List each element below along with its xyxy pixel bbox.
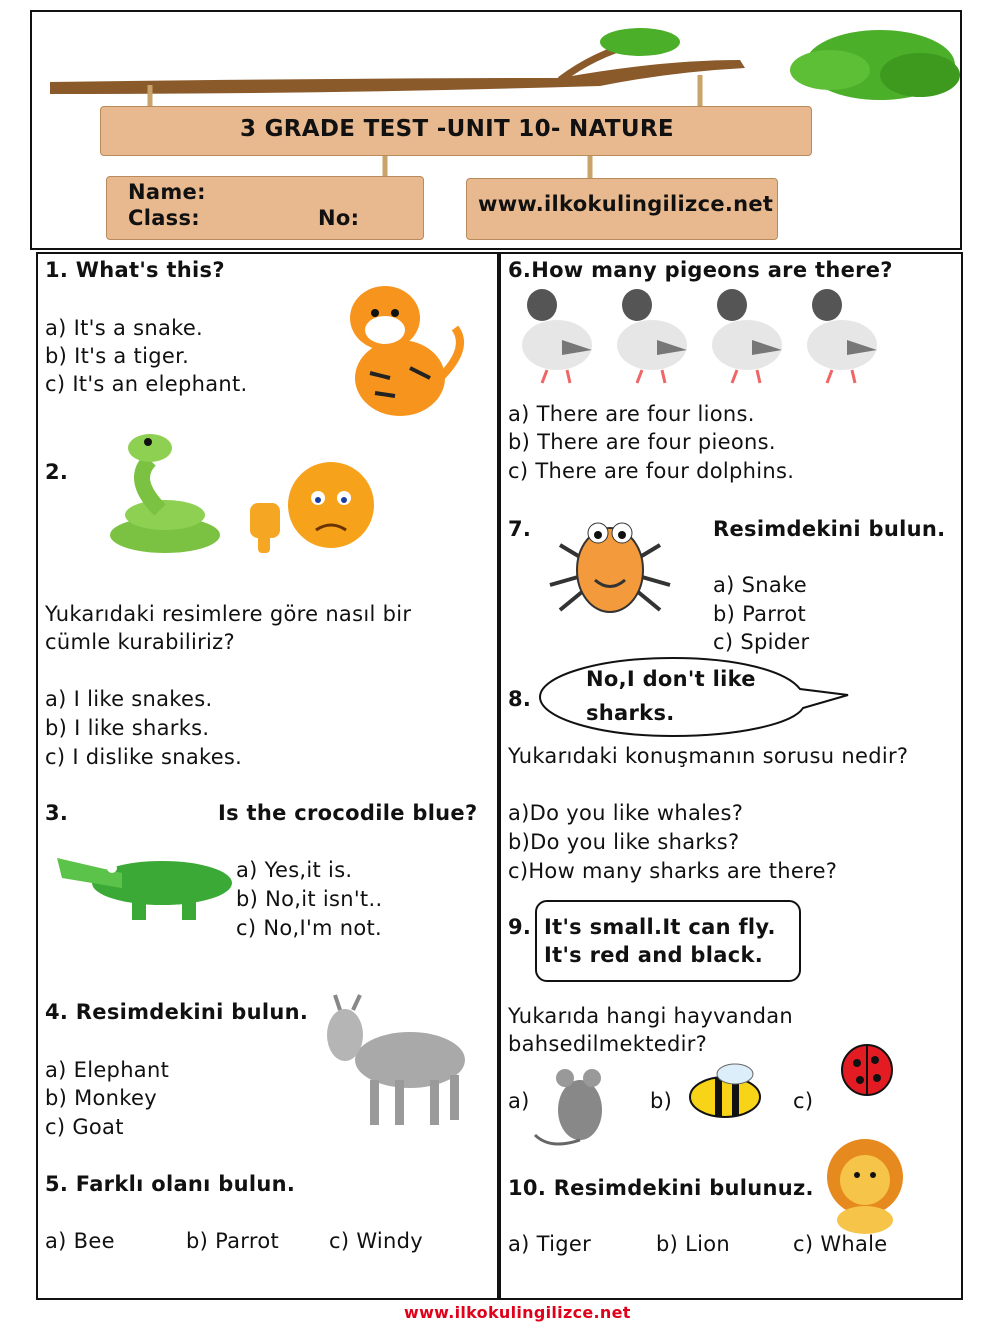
q6-option-a: a) There are four lions. bbox=[508, 402, 755, 426]
class-label: Class: bbox=[128, 206, 200, 230]
q7-option-c: c) Spider bbox=[713, 630, 810, 654]
header-website: www.ilkokulingilizce.net bbox=[478, 192, 774, 216]
q9-clue-box bbox=[535, 900, 801, 982]
page-title: 3 GRADE TEST -UNIT 10- NATURE bbox=[240, 116, 674, 142]
q5-option-c: c) Windy bbox=[329, 1229, 424, 1253]
q3-question: Is the crocodile blue? bbox=[218, 801, 478, 825]
ladybug-image bbox=[835, 1038, 905, 1110]
q7-option-b: b) Parrot bbox=[713, 602, 807, 626]
q2-option-b: b) I like sharks. bbox=[45, 716, 210, 740]
bee-image bbox=[680, 1062, 770, 1122]
q3-number: 3. bbox=[45, 801, 69, 825]
q8-bubble-line1: No,I don't like bbox=[586, 667, 756, 691]
q2-prompt-line1: Yukarıdaki resimlere göre nasıl bir bbox=[45, 602, 412, 626]
q4-option-a: a) Elephant bbox=[45, 1058, 170, 1082]
q10-question: 10. Resimdekini bulunuz. bbox=[508, 1176, 814, 1200]
q5-question: 5. Farklı olanı bulun. bbox=[45, 1172, 296, 1196]
thumbs-down-icon bbox=[240, 498, 290, 558]
q6-question: 6.How many pigeons are there? bbox=[508, 258, 893, 282]
q8-option-a: a)Do you like whales? bbox=[508, 801, 744, 825]
q1-question: 1. What's this? bbox=[45, 258, 225, 282]
crocodile-image bbox=[52, 838, 237, 928]
q9-option-b: b) bbox=[650, 1089, 673, 1113]
q8-bubble-line2: sharks. bbox=[586, 701, 675, 725]
lion-image bbox=[815, 1135, 915, 1235]
q8-option-b: b)Do you like sharks? bbox=[508, 830, 740, 854]
q6-option-b: b) There are four pieons. bbox=[508, 430, 776, 454]
q2-option-a: a) I like snakes. bbox=[45, 687, 213, 711]
q9-prompt-line1: Yukarıda hangi hayvandan bbox=[508, 1004, 793, 1028]
q4-option-c: c) Goat bbox=[45, 1115, 124, 1139]
q8-prompt: Yukarıdaki konuşmanın sorusu nedir? bbox=[508, 744, 909, 768]
q5-option-b: b) Parrot bbox=[186, 1229, 280, 1253]
snake-image bbox=[100, 430, 235, 560]
q7-question: Resimdekini bulun. bbox=[713, 517, 946, 541]
q9-prompt-line2: bahsedilmektedir? bbox=[508, 1032, 708, 1056]
q9-option-c: c) bbox=[793, 1089, 814, 1113]
q2-number: 2. bbox=[45, 460, 69, 484]
sad-face-icon bbox=[286, 460, 376, 550]
pigeons-image bbox=[512, 285, 892, 385]
q8-number: 8. bbox=[508, 687, 532, 711]
q9-box-line1: It's small.It can fly. bbox=[544, 915, 776, 939]
q2-option-c: c) I dislike snakes. bbox=[45, 745, 243, 769]
q2-prompt-line2: cümle kurabiliriz? bbox=[45, 630, 235, 654]
q9-box-line2: It's red and black. bbox=[544, 943, 763, 967]
q1-option-b: b) It's a tiger. bbox=[45, 344, 190, 368]
q4-option-b: b) Monkey bbox=[45, 1086, 157, 1110]
goat-image bbox=[315, 995, 470, 1135]
q9-option-a: a) bbox=[508, 1089, 530, 1113]
no-label: No: bbox=[318, 206, 360, 230]
q3-option-b: b) No,it isn't.. bbox=[236, 887, 383, 911]
tiger-image bbox=[330, 278, 470, 423]
q10-option-b: b) Lion bbox=[656, 1232, 730, 1256]
footer-website[interactable]: www.ilkokulingilizce.net bbox=[404, 1303, 631, 1322]
mouse-image bbox=[530, 1060, 615, 1155]
q7-number: 7. bbox=[508, 517, 532, 541]
q9-number: 9. bbox=[508, 915, 532, 939]
q10-option-a: a) Tiger bbox=[508, 1232, 592, 1256]
q6-option-c: c) There are four dolphins. bbox=[508, 459, 795, 483]
name-label: Name: bbox=[128, 180, 206, 204]
q8-option-c: c)How many sharks are there? bbox=[508, 859, 838, 883]
q5-option-a: a) Bee bbox=[45, 1229, 115, 1253]
q3-option-c: c) No,I'm not. bbox=[236, 916, 383, 940]
spider-image bbox=[540, 505, 680, 615]
q10-option-c: c) Whale bbox=[793, 1232, 888, 1256]
q3-option-a: a) Yes,it is. bbox=[236, 858, 353, 882]
q7-option-a: a) Snake bbox=[713, 573, 807, 597]
q1-option-a: a) It's a snake. bbox=[45, 316, 204, 340]
q1-option-c: c) It's an elephant. bbox=[45, 372, 248, 396]
q4-question: 4. Resimdekini bulun. bbox=[45, 1000, 309, 1024]
